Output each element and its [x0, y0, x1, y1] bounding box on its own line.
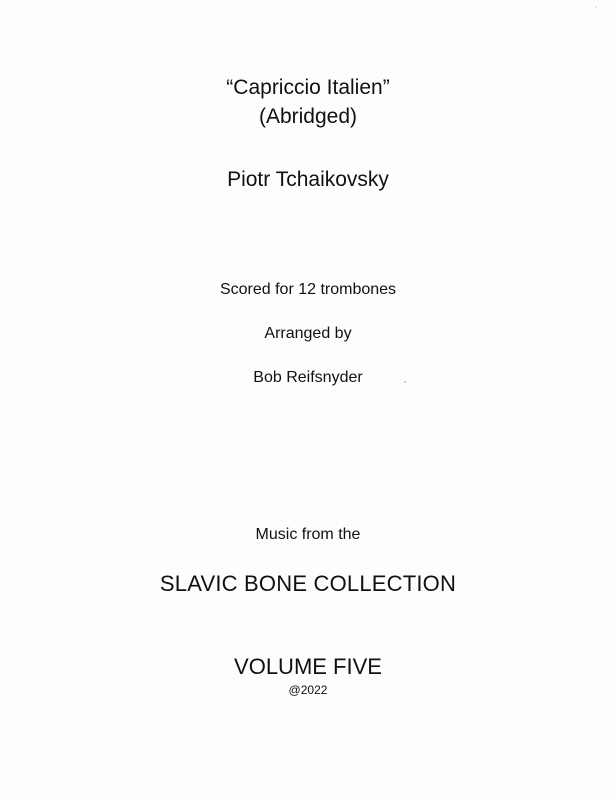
scan-speck [595, 6, 597, 8]
arranged-by-label: Arranged by [264, 325, 352, 342]
arranger-name: Bob Reifsnyder [253, 369, 363, 386]
volume-title: VOLUME FIVE [234, 654, 382, 679]
composer-name: Piotr Tchaikovsky [227, 168, 389, 191]
music-from-label: Music from the [255, 526, 361, 543]
copyright-text: @2022 [288, 683, 328, 697]
scoring-text: Scored for 12 trombones [219, 281, 397, 298]
collection-title: SLAVIC BONE COLLECTION [159, 571, 457, 596]
title-line-1: “Capriccio Italien” [226, 76, 390, 99]
title-line-2: (Abridged) [258, 105, 358, 128]
scan-speck [404, 381, 406, 383]
